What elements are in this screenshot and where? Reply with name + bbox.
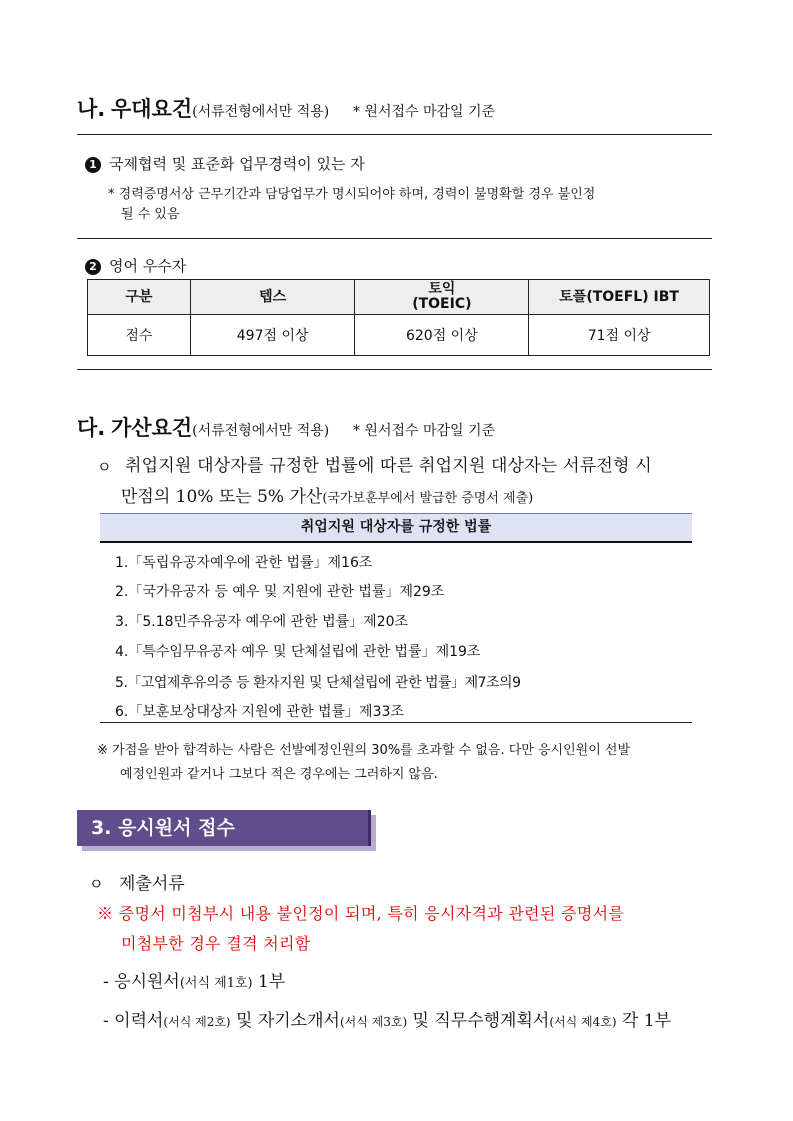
bonus-line2-row bbox=[121, 482, 533, 507]
table-cell: 71점 이상 bbox=[529, 315, 710, 356]
bullet-icon: ㅇ bbox=[97, 458, 112, 476]
section-na-label: 나. bbox=[77, 97, 106, 121]
list-item: 2.「국가유공자 등 예우 및 지원에 관한 법률」제29조 bbox=[115, 584, 445, 600]
submission-warning-line1: ※ 증명서 미첨부시 내용 불인정이 되며, 특히 응시자격과 관련된 증명서를 bbox=[97, 904, 625, 923]
section-na-note: * 원서접수 마감일 기준 bbox=[352, 104, 496, 120]
doc1-count: 1부 bbox=[258, 972, 286, 992]
table-cell: 점수 bbox=[88, 315, 191, 356]
limit-note-line1: ※ 가점을 받아 합격하는 사람은 선발예정인원의 30%를 초과할 수 없음. 다만 응시인원이 선발 bbox=[97, 743, 631, 758]
list-item: 6.「보훈보상대상자 지원에 관한 법률」제33조 bbox=[115, 704, 404, 720]
section-da-note: * 원서접수 마감일 기준 bbox=[352, 423, 496, 439]
bullet-icon: ㅇ bbox=[89, 875, 104, 893]
section-da-heading bbox=[77, 412, 495, 442]
table-cell: 620점 이상 bbox=[355, 315, 529, 356]
list-item: 3.「5.18민주유공자 예우에 관한 법률」제20조 bbox=[115, 614, 409, 630]
item1-text: 국제협력 및 표준화 업무경력이 있는 자 bbox=[109, 155, 365, 173]
section3-title: 3. 응시원서 접수 bbox=[77, 810, 371, 846]
doc2-row bbox=[103, 1006, 671, 1031]
section-na-heading bbox=[77, 93, 495, 123]
law-table-header: 취업지원 대상자를 규정한 법률 bbox=[100, 513, 692, 543]
item1-row bbox=[85, 153, 365, 174]
doc2-name: - 이력서 bbox=[103, 1011, 164, 1031]
doc1-form: (서식 제1호) bbox=[179, 976, 253, 991]
doc2-name3: 및 직무수행계획서 bbox=[412, 1011, 550, 1031]
section-na-title: 우대요건 bbox=[111, 97, 193, 121]
table-header-cell: 텝스 bbox=[190, 280, 355, 315]
divider bbox=[77, 238, 712, 239]
item1-note-line2: 될 수 있음 bbox=[121, 207, 180, 222]
bonus-line2: 만점의 10% 또는 5% 가산 bbox=[121, 487, 323, 507]
doc2-form3: (서식 제4호) bbox=[549, 1015, 617, 1029]
table-header-cell bbox=[355, 280, 529, 315]
section-da-title: 가산요건 bbox=[111, 416, 193, 440]
number-circle-icon: 1 bbox=[85, 157, 101, 173]
bonus-line1: 취업지원 대상자를 규정한 법률에 따른 취업지원 대상자는 서류전형 시 bbox=[125, 456, 652, 476]
table-header-toeic-line1: 토익 bbox=[428, 281, 456, 297]
doc2-count: 각 1부 bbox=[621, 1011, 671, 1031]
list-item: 5.「고엽제후유의증 등 환자지원 및 단체설립에 관한 법률」제7조의9 bbox=[115, 675, 521, 691]
limit-note-line2: 예정인원과 같거나 그보다 적은 경우에는 그러하지 않음. bbox=[120, 767, 438, 782]
item1-note-line1: * 경력증명서상 근무기간과 담당업무가 명시되어야 하며, 경력이 불명확할 경우 불인정 bbox=[108, 187, 596, 202]
submission-warning-line2: 미첨부한 경우 결격 처리함 bbox=[121, 934, 311, 953]
doc2-form2: (서식 제3호) bbox=[339, 1015, 408, 1029]
bonus-line2-paren: (국가보훈부에서 발급한 증명서 제출) bbox=[322, 491, 534, 506]
doc1-name: - 응시원서 bbox=[103, 972, 180, 992]
table-header-row bbox=[88, 280, 710, 315]
section-da-label: 다. bbox=[77, 416, 106, 440]
item2-text: 영어 우수자 bbox=[109, 257, 187, 275]
number-circle-icon: 2 bbox=[85, 259, 101, 275]
doc2-form: (서식 제2호) bbox=[163, 1015, 231, 1029]
table-header-cell: 구분 bbox=[88, 280, 191, 315]
table-row bbox=[88, 315, 710, 356]
divider bbox=[77, 134, 712, 135]
english-score-table bbox=[87, 279, 710, 356]
list-item: 1.「독립유공자예우에 관한 법률」제16조 bbox=[115, 555, 373, 571]
submission-label: 제출서류 bbox=[119, 874, 185, 894]
doc2-name2: 및 자기소개서 bbox=[236, 1011, 340, 1031]
section-na-paren: (서류전형에서만 적용) bbox=[192, 104, 330, 120]
table-header-cell: 토플(TOEFL) IBT bbox=[529, 280, 710, 315]
table-cell: 497점 이상 bbox=[190, 315, 355, 356]
divider bbox=[77, 369, 712, 370]
doc1-row bbox=[103, 967, 285, 992]
item2-row bbox=[85, 255, 186, 276]
section-da-paren: (서류전형에서만 적용) bbox=[192, 423, 330, 439]
list-item: 4.「특수임무유공자 예우 및 단체설립에 관한 법률」제19조 bbox=[115, 644, 481, 660]
table-header-toeic-line2: (TOEIC) bbox=[412, 296, 472, 312]
law-table-bottom-border bbox=[100, 722, 692, 723]
